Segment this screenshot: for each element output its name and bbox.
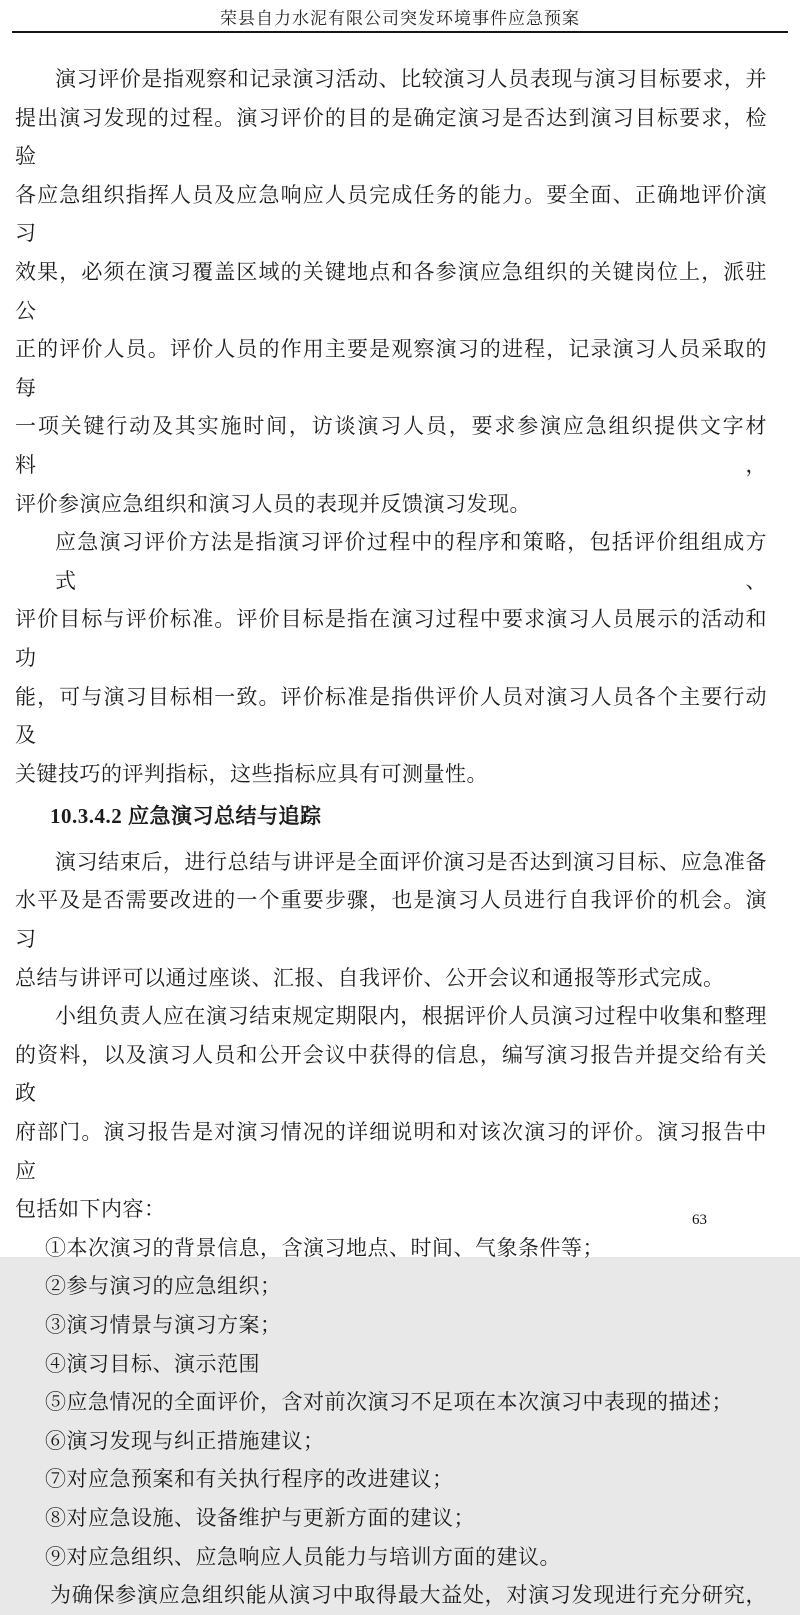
text-line: 能，可与演习目标相一致。评价标准是指供评价人员对演习人员各个主要行动及 [15,684,767,748]
section-heading: 10.3.4.2 应急演习总结与追踪 [50,804,322,829]
text-line: 提出演习发现的过程。演习评价的目的是确定演习是否达到演习目标要求，检验 [15,105,767,169]
text-line: 各应急组织指挥人员及应急响应人员完成任务的能力。要全面、正确地评价演习 [15,182,767,246]
text-line: 小组负责人应在演习结束规定期限内，根据评价人员演习过程中收集和整理 [55,1004,767,1029]
text-line: 水平及是否需要改进的一个重要步骤，也是演习人员进行自我评价的机会。演习 [15,888,767,952]
text-line: 效果，必须在演习覆盖区域的关键地点和各参演应急组织的关键岗位上，派驻公 [15,259,767,323]
text-line: 评价参演应急组织和演习人员的表现并反馈演习发现。 [15,491,531,516]
paragraph [15,843,767,997]
text-line: 的资料，以及演习人员和公开会议中获得的信息，编写演习报告并提交给有关政 [15,1042,767,1106]
list-item: ⑦对应急预案和有关执行程序的改进建议； [45,1467,454,1492]
header-title: 荣县自力水泥有限公司突发环境事件应急预案 [220,9,580,28]
page-number: 63 [692,1212,707,1228]
text-line: 府部门。演习报告是对演习情况的详细说明和对该次演习的评价。演习报告中应 [15,1120,767,1183]
list-item: ⑧对应急设施、设备维护与更新方面的建议； [45,1505,475,1530]
paragraph [15,1576,767,1615]
text-line: 总结与讲评可以通过座谈、汇报、自我评价、公开会议和通报等形式完成。 [15,965,725,990]
text-line: 一项关键行动及其实施时间，访谈演习人员，要求参演应急组织提供文字材料， [15,414,767,477]
list-item: ③演习情景与演习方案； [45,1313,282,1337]
text-line: 演习结束后，进行总结与讲评是全面评价演习是否达到演习目标、应急准备 [55,849,767,874]
text-line: 应急演习评价方法是指演习评价过程中的程序和策略，包括评价组组成方式、 [55,530,767,593]
text-line: 演习评价是指观察和记录演习活动、比较演习人员表现与演习目标要求，并 [55,67,767,91]
text-line: 评价目标与评价标准。评价目标是指在演习过程中要求演习人员展示的活动和功 [15,607,767,670]
text-line: 正的评价人员。评价人员的作用主要是观察演习的进程，记录演习人员采取的每 [15,337,767,400]
paragraph [15,997,767,1229]
text-line: 为确保参演应急组织能从演习中取得最大益处，对演习发现进行充分研究， [50,1583,767,1608]
numbered-list [15,1229,767,1576]
list-item: ⑥演习发现与纠正措施建议； [45,1428,325,1453]
list-item: ①本次演习的背景信息，含演习地点、时间、气象条件等； [45,1235,604,1260]
list-item: ④演习目标、演示范围 [45,1351,260,1376]
header-rule [12,31,788,33]
list-item: ⑤应急情况的全面评价，含对前次演习不足项在本次演习中表现的描述； [45,1390,733,1415]
text-line: 关键技巧的评判指标，这些指标应具有可测量性。 [15,761,488,786]
paragraph [15,60,767,523]
paragraph [15,523,767,793]
document-body [15,60,767,1615]
text-line: 包括如下内容： [15,1197,166,1222]
list-item: ②参与演习的应急组织； [45,1274,282,1299]
list-item: ⑨对应急组织、应急响应人员能力与培训方面的建议。 [45,1544,561,1569]
